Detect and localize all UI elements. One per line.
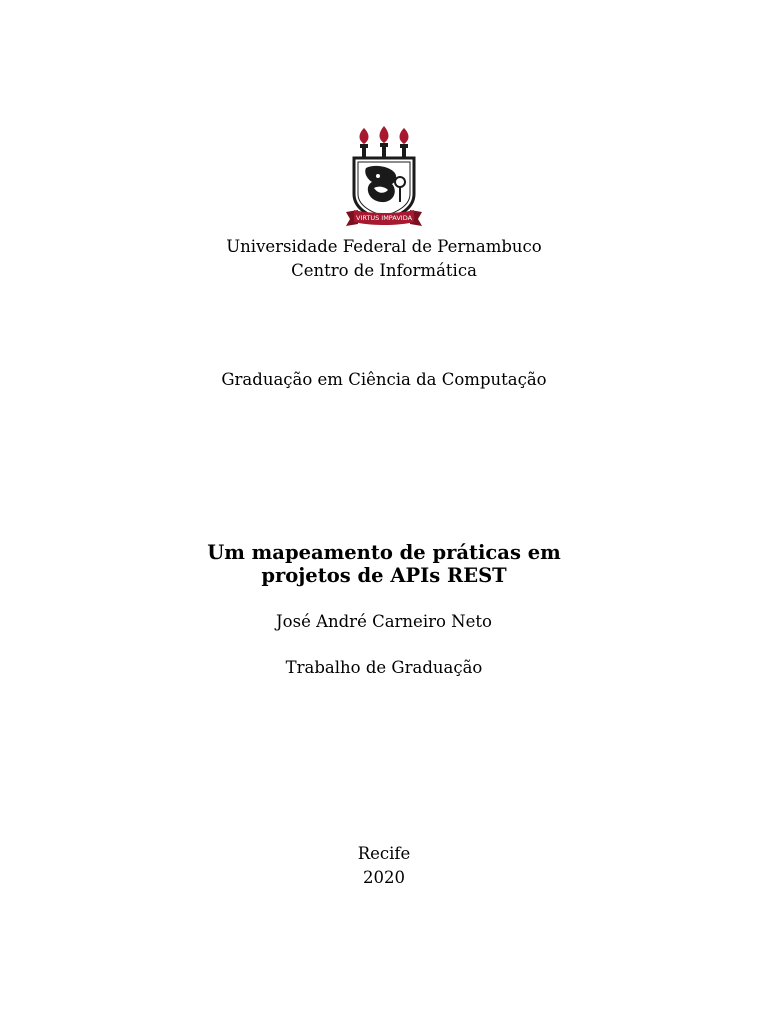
title-line-1: Um mapeamento de práticas em: [207, 541, 561, 564]
title-line-2: projetos de APIs REST: [261, 564, 507, 587]
university-name: Universidade Federal de Pernambuco: [226, 237, 542, 256]
crest-motto: VIRTUS IMPAVIDA: [355, 214, 413, 222]
footer-block: [0, 842, 768, 890]
center-name: Centro de Informática: [291, 261, 477, 280]
university-crest-logo: [344, 124, 424, 232]
city: Recife: [357, 844, 411, 863]
institution-block: [0, 235, 768, 283]
work-type-block: [0, 656, 768, 680]
program-name: Graduação em Ciência da Computação: [221, 370, 547, 389]
program-block: [0, 368, 768, 392]
year: 2020: [363, 868, 405, 887]
work-type: Trabalho de Graduação: [285, 658, 483, 677]
author-block: [0, 610, 768, 634]
author-name: José André Carneiro Neto: [276, 612, 492, 631]
document-title: [0, 541, 768, 587]
